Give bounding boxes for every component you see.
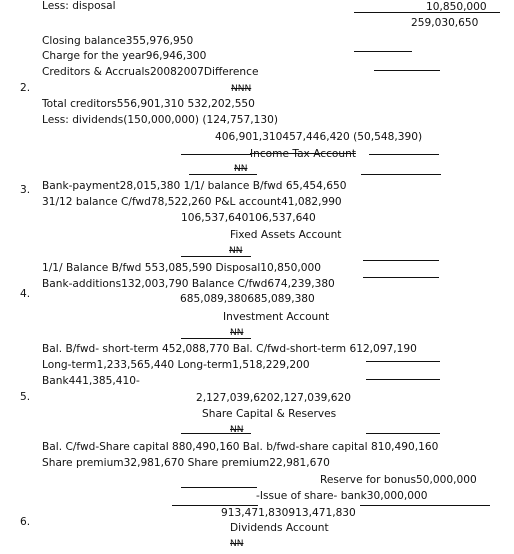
nn-mark: NN xyxy=(229,246,243,256)
creditors-accruals: Creditors & Accruals20082007Difference xyxy=(42,66,259,78)
rule-line xyxy=(363,277,439,278)
nn-mark: NN xyxy=(230,539,244,549)
section3-line2: 31/12 balance C/fwd78,522,260 P&L account41,082,990 xyxy=(42,196,342,208)
rule-line xyxy=(369,154,439,155)
rule-line xyxy=(189,174,257,175)
nn-mark: NN xyxy=(230,425,244,435)
section-number-3: 3. xyxy=(20,184,31,196)
section6-totals: 913,471,830913,471,830 xyxy=(221,507,356,519)
income-tax-title: Income Tax Account xyxy=(250,148,356,160)
rule-line xyxy=(354,51,412,52)
investment-title: Investment Account xyxy=(223,311,330,323)
nn-mark: NN xyxy=(234,164,248,174)
section6-line1: Bal. C/fwd-Share capital 880,490,160 Bal. b/fwd-share capital 810,490,160 xyxy=(42,441,439,453)
rule-line xyxy=(363,260,439,261)
rule-line xyxy=(181,487,257,488)
section-number-4: 4. xyxy=(20,288,31,300)
dividends-title: Dividends Account xyxy=(230,522,329,534)
closing-balance: Closing balance355,976,950 xyxy=(42,35,194,47)
section4-line1: 1/1/ Balance B/fwd 553,085,590 Disposal10,850,000 xyxy=(42,262,321,274)
rule-line xyxy=(181,154,251,155)
nnn-mark: NNN xyxy=(231,84,252,94)
fixed-assets-title: Fixed Assets Account xyxy=(230,229,342,241)
rule-line xyxy=(366,361,440,362)
rule-line xyxy=(361,174,441,175)
less-disposal-label: Less: disposal xyxy=(42,0,116,12)
section6-line2: Share premium32,981,670 Share premium22,981,670 xyxy=(42,457,330,469)
rule-line xyxy=(366,379,440,380)
section5-line2: Long-term1,233,565,440 Long-term1,518,229,200 xyxy=(42,359,310,371)
section3-totals: 106,537,640106,537,640 xyxy=(181,212,316,224)
reserve-for-bonus: Reserve for bonus50,000,000 xyxy=(320,474,477,486)
issue-of-share: -Issue of share- bank30,000,000 xyxy=(256,490,428,502)
share-capital-title: Share Capital & Reserves xyxy=(202,408,337,420)
rule-line xyxy=(181,256,251,257)
section5-line1: Bal. B/fwd- short-term 452,088,770 Bal. C/fwd-short-term 612,097,190 xyxy=(42,343,417,355)
rule-line xyxy=(181,433,251,434)
section2-totals: 406,901,310457,446,420 (50,548,390) xyxy=(215,131,423,143)
section4-totals: 685,089,380685,089,380 xyxy=(180,293,315,305)
total-creditors: Total creditors556,901,310 532,202,550 xyxy=(42,98,255,110)
disposal-value: 10,850,000 xyxy=(426,1,487,13)
section5-totals: 2,127,039,6202,127,039,620 xyxy=(196,392,352,404)
less-dividends: Less: dividends(150,000,000) (124,757,130) xyxy=(42,114,278,126)
rule-line xyxy=(360,505,490,506)
section4-line2: Bank-additions132,003,790 Balance C/fwd674,239,380 xyxy=(42,278,335,290)
section-number-6: 6. xyxy=(20,516,31,528)
rule-line xyxy=(366,433,440,434)
charge-for-year: Charge for the year96,946,300 xyxy=(42,50,207,62)
section-number-2: 2. xyxy=(20,82,31,94)
section3-line1: Bank-payment28,015,380 1/1/ balance B/fwd 65,454,650 xyxy=(42,180,347,192)
rule-line xyxy=(374,70,440,71)
section-number-5: 5. xyxy=(20,391,31,403)
total-value: 259,030,650 xyxy=(411,17,479,29)
rule-line xyxy=(172,505,258,506)
nn-mark: NN xyxy=(230,328,244,338)
section5-line3: Bank441,385,410- xyxy=(42,375,140,387)
rule-line xyxy=(181,338,251,339)
